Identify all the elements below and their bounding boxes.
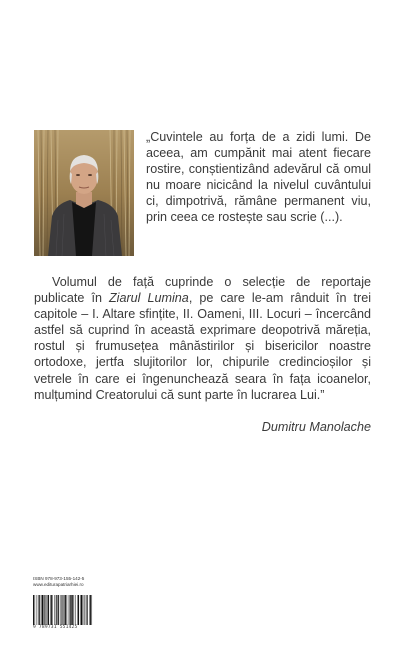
author-quote: „Cuvintele au forța de a zidi lumi. De aceea, am cumpănit mai atent fiecare rostire, conștientizând adevărul că omul nu moare nicicând la nivelul cuvântului ci, dimpotrivă, rămâne permanent viu, prin ceea ce rostește sau scrie (...).: [146, 130, 371, 225]
barcode-bar: [39, 595, 40, 625]
barcode-bar: [81, 595, 82, 625]
barcode-bar: [90, 595, 91, 625]
barcode-image: [33, 595, 93, 625]
barcode-bar: [44, 595, 45, 625]
isbn-block: [33, 576, 84, 588]
author-photo: [34, 130, 134, 256]
isbn-number: ISBN 978-973-155-142-5: [33, 576, 85, 581]
barcode-bar: [78, 595, 79, 625]
description-text-part-2: , pe care le-am rânduit în trei capitole – I. Altare sfințite, II. Oameni, III. Locuri – încercând astfel să cuprind în această exprimare deopotrivă măreția, rostul și frumusețea mânăstirilor și bisericilor noastre ortodoxe, jertfa slujitorilor lor, chipurile credincioșilor și vetrele în care ei îngenunchează seara în fața icoanelor, mulțumind Creatorului că sunt parte în lucrarea Lui.”: [34, 291, 371, 402]
description-paragraph: [34, 274, 371, 403]
barcode-digits: 9 789731 551425: [33, 625, 78, 630]
barcode-bar: [51, 595, 52, 625]
barcode-bar: [70, 595, 71, 625]
barcode-bar: [42, 595, 43, 625]
barcode-bar: [58, 595, 59, 625]
barcode-bar: [62, 595, 63, 625]
description-text-part-1: Volumul de față cuprinde o selecție de reportaje publicate în: [34, 275, 371, 306]
barcode-bar: [33, 595, 34, 625]
barcode: [33, 595, 93, 625]
author-portrait-image: [34, 130, 134, 256]
barcode-bar: [56, 595, 57, 625]
publisher-website: www.editurapatriarhiei.ro: [33, 582, 84, 587]
barcode-bar: [72, 595, 73, 625]
barcode-bar: [48, 595, 49, 625]
barcode-bar: [87, 595, 88, 625]
newspaper-name: Ziarul Lumina: [108, 291, 189, 306]
author-name: Dumitru Manolache: [261, 420, 371, 434]
barcode-bar: [64, 595, 65, 625]
